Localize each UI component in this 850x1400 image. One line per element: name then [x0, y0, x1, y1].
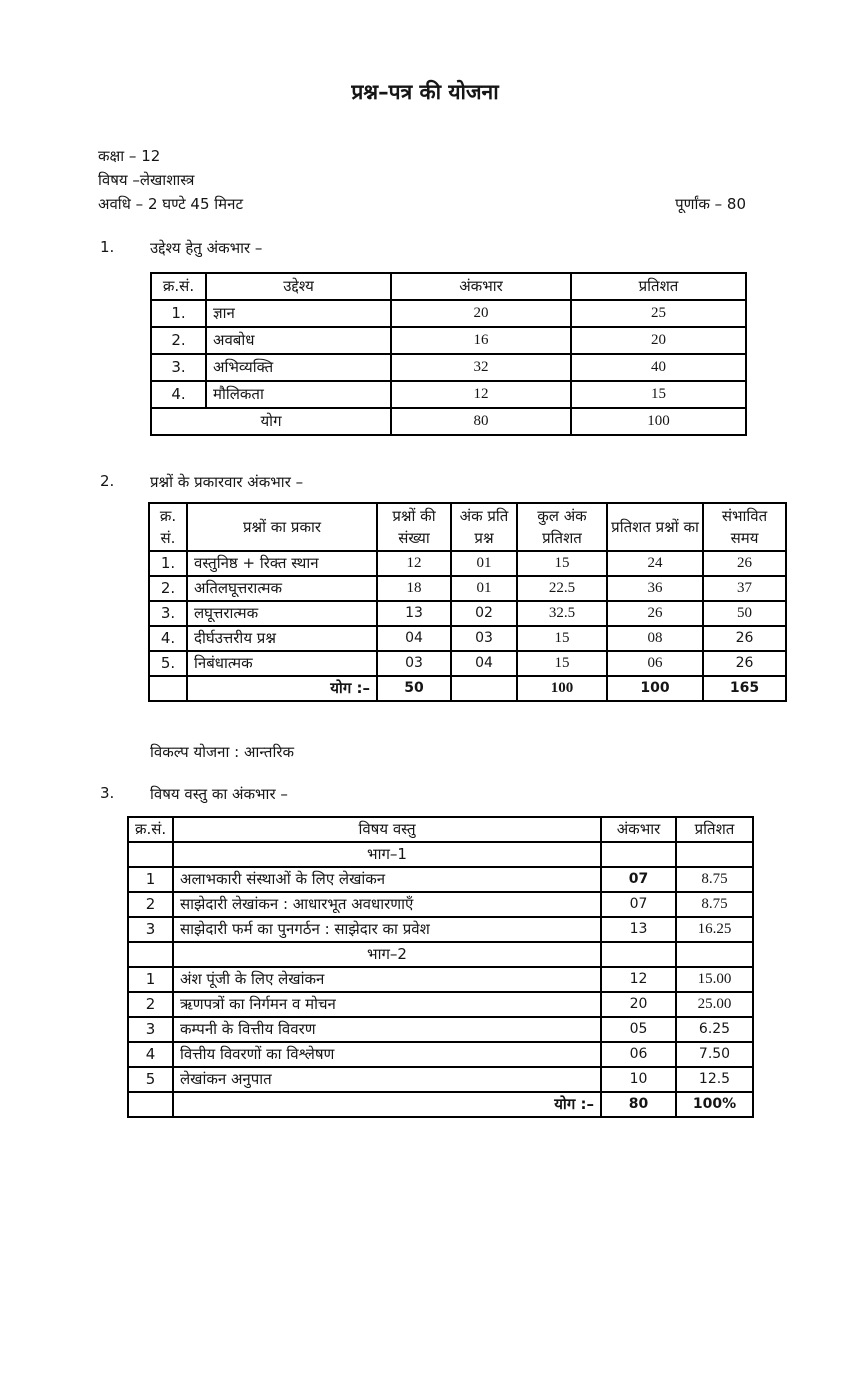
cell: अवबोध [206, 327, 391, 354]
cell: 07 [601, 892, 676, 917]
cell: 40 [571, 354, 746, 381]
cell: 18 [377, 576, 451, 601]
part-header-row [128, 942, 753, 967]
header-cell: प्रतिशत [676, 817, 753, 842]
section-2-number: 2. [100, 472, 115, 490]
cell: 20 [601, 992, 676, 1017]
cell: 04 [377, 626, 451, 651]
total-marks: 100 [517, 676, 607, 701]
cell: 26 [703, 551, 786, 576]
header-cell: संभावित समय [703, 503, 786, 551]
total-percent: 100 [607, 676, 703, 701]
cell: 1. [149, 551, 187, 576]
cell: 10 [601, 1067, 676, 1092]
header-cell: प्रतिशत प्रश्नों का [607, 503, 703, 551]
table-row [128, 892, 753, 917]
cell: 08 [607, 626, 703, 651]
section-1-number: 1. [100, 238, 115, 256]
section-1-heading [0, 238, 850, 258]
table-row [149, 576, 786, 601]
cell: वस्तुनिष्ठ + रिक्त स्थान [187, 551, 377, 576]
total-label: योग [151, 408, 391, 435]
table-header-row [151, 273, 746, 300]
header-cell: कुल अंक प्रतिशत [517, 503, 607, 551]
cell: 16 [391, 327, 571, 354]
cell: 37 [703, 576, 786, 601]
part-2-label: भाग–2 [173, 942, 601, 967]
cell: 1. [151, 300, 206, 327]
header-cell: क्र.सं. [151, 273, 206, 300]
total-time: 165 [703, 676, 786, 701]
cell: 36 [607, 576, 703, 601]
cell: 26 [607, 601, 703, 626]
cell: मौलिकता [206, 381, 391, 408]
cell: 03 [451, 626, 517, 651]
cell: 12 [377, 551, 451, 576]
cell: 1 [128, 967, 173, 992]
duration-row [98, 192, 746, 216]
cell: 50 [703, 601, 786, 626]
cell: लेखांकन अनुपात [173, 1067, 601, 1092]
section-3-title: विषय वस्तु का अंकभार – [150, 785, 288, 803]
section-2-title: प्रश्नों के प्रकारवार अंकभार – [150, 473, 304, 491]
duration-line: अवधि – 2 घण्टे 45 मिनट [98, 195, 244, 213]
cell: 5 [128, 1067, 173, 1092]
cell-empty [128, 1092, 173, 1117]
header-cell: अंकभार [601, 817, 676, 842]
table-row [128, 867, 753, 892]
cell: कम्पनी के वित्तीय विवरण [173, 1017, 601, 1042]
total-marks: 80 [391, 408, 571, 435]
cell: 15.00 [676, 967, 753, 992]
cell: 2 [128, 892, 173, 917]
cell: 12 [601, 967, 676, 992]
cell: अंश पूंजी के लिए लेखांकन [173, 967, 601, 992]
cell: 07 [601, 867, 676, 892]
table-header-row [149, 503, 786, 551]
header-cell: अंक प्रति प्रश्न [451, 503, 517, 551]
cell: 3 [128, 917, 173, 942]
total-percent: 100 [571, 408, 746, 435]
cell: 3 [128, 1017, 173, 1042]
cell: 25 [571, 300, 746, 327]
cell: 02 [451, 601, 517, 626]
cell: साझेदारी लेखांकन : आधारभूत अवधारणाएँ [173, 892, 601, 917]
header-cell: क्र.सं. [128, 817, 173, 842]
cell: 01 [451, 551, 517, 576]
cell: 4 [128, 1042, 173, 1067]
header-cell: प्रश्नों की संख्या [377, 503, 451, 551]
cell-empty [128, 842, 173, 867]
cell-empty [676, 842, 753, 867]
cell: 22.5 [517, 576, 607, 601]
cell: 4. [151, 381, 206, 408]
table-total-row [149, 676, 786, 701]
cell: 5. [149, 651, 187, 676]
total-label: योग :– [187, 676, 377, 701]
cell: 15 [571, 381, 746, 408]
section-1-title: उद्देश्य हेतु अंकभार – [150, 239, 263, 257]
table-row [149, 626, 786, 651]
class-line: कक्षा – 12 [98, 147, 161, 165]
max-marks-line: पूर्णांक – 80 [675, 195, 746, 213]
cell: ऋणपत्रों का निर्गमन व मोचन [173, 992, 601, 1017]
cell: ज्ञान [206, 300, 391, 327]
part-1-label: भाग–1 [173, 842, 601, 867]
cell: 8.75 [676, 892, 753, 917]
cell: 16.25 [676, 917, 753, 942]
cell: 3. [149, 601, 187, 626]
cell: 26 [703, 651, 786, 676]
cell: लघूत्तरात्मक [187, 601, 377, 626]
table-row [128, 917, 753, 942]
table-row [128, 1067, 753, 1092]
cell: अलाभकारी संस्थाओं के लिए लेखांकन [173, 867, 601, 892]
cell: वित्तीय विवरणों का विश्लेषण [173, 1042, 601, 1067]
cell-empty [676, 942, 753, 967]
page-title: प्रश्न–पत्र की योजना [351, 80, 499, 104]
table-row [128, 1042, 753, 1067]
cell: 04 [451, 651, 517, 676]
cell: 1 [128, 867, 173, 892]
table-row [128, 992, 753, 1017]
cell: 12 [391, 381, 571, 408]
cell: 3. [151, 354, 206, 381]
section-2-heading [0, 472, 850, 492]
cell-empty [451, 676, 517, 701]
cell: 13 [377, 601, 451, 626]
cell: 2 [128, 992, 173, 1017]
table-row [151, 327, 746, 354]
option-plan-note: विकल्प योजना : आन्तरिक [150, 743, 295, 761]
content-weightage-table [127, 816, 754, 1118]
cell: 32.5 [517, 601, 607, 626]
table-row [151, 354, 746, 381]
table-row [149, 551, 786, 576]
cell: 15 [517, 626, 607, 651]
cell-empty [149, 676, 187, 701]
document-meta [98, 144, 850, 216]
cell: दीर्घउत्तरीय प्रश्न [187, 626, 377, 651]
cell: 03 [377, 651, 451, 676]
cell: 01 [451, 576, 517, 601]
cell: 24 [607, 551, 703, 576]
part-header-row [128, 842, 753, 867]
table-row [151, 381, 746, 408]
table-row [128, 967, 753, 992]
cell: 06 [607, 651, 703, 676]
section-3-number: 3. [100, 784, 115, 802]
cell: 15 [517, 651, 607, 676]
cell: 8.75 [676, 867, 753, 892]
cell: 05 [601, 1017, 676, 1042]
total-question-count: 50 [377, 676, 451, 701]
header-cell: विषय वस्तु [173, 817, 601, 842]
cell: 20 [571, 327, 746, 354]
table-header-row [128, 817, 753, 842]
cell-empty [128, 942, 173, 967]
header-cell: अंकभार [391, 273, 571, 300]
cell: 7.50 [676, 1042, 753, 1067]
table-total-row [151, 408, 746, 435]
cell: अभिव्यक्ति [206, 354, 391, 381]
header-cell: प्रतिशत [571, 273, 746, 300]
cell: 6.25 [676, 1017, 753, 1042]
cell: साझेदारी फर्म का पुनगर्ठन : साझेदार का प्रवेश [173, 917, 601, 942]
cell: अतिलघूत्तरात्मक [187, 576, 377, 601]
cell-empty [601, 842, 676, 867]
table-row [149, 601, 786, 626]
header-cell: उद्देश्य [206, 273, 391, 300]
cell: 32 [391, 354, 571, 381]
cell: 20 [391, 300, 571, 327]
table-row [149, 651, 786, 676]
table-total-row [128, 1092, 753, 1117]
header-cell: क्र. सं. [149, 503, 187, 551]
total-label: योग :– [173, 1092, 601, 1117]
cell-empty [601, 942, 676, 967]
question-types-table [148, 502, 787, 702]
cell: 2. [151, 327, 206, 354]
cell: 25.00 [676, 992, 753, 1017]
cell: 26 [703, 626, 786, 651]
total-percent: 100% [676, 1092, 753, 1117]
cell: निबंधात्मक [187, 651, 377, 676]
total-marks: 80 [601, 1092, 676, 1117]
cell: 06 [601, 1042, 676, 1067]
cell: 15 [517, 551, 607, 576]
cell: 13 [601, 917, 676, 942]
section-3-heading [0, 784, 850, 804]
header-cell: प्रश्नों का प्रकार [187, 503, 377, 551]
objectives-table [150, 272, 747, 436]
cell: 12.5 [676, 1067, 753, 1092]
subject-line: विषय –लेखाशास्त्र [98, 171, 195, 189]
table-row [128, 1017, 753, 1042]
table-row [151, 300, 746, 327]
cell: 2. [149, 576, 187, 601]
cell: 4. [149, 626, 187, 651]
